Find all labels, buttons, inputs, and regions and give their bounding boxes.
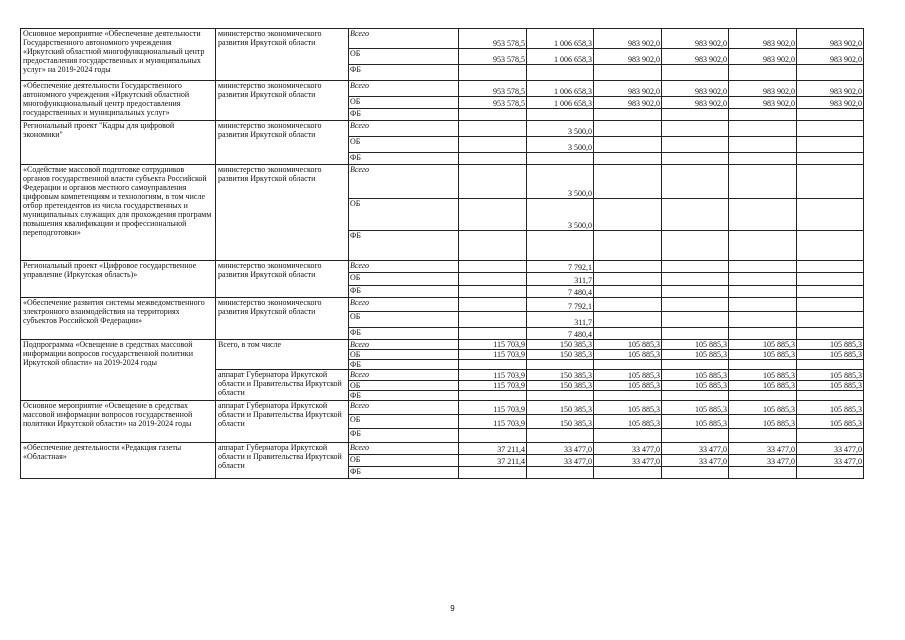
value-cell [662,137,729,153]
value-cell: 105 885,3 [729,415,797,429]
value-cell [459,360,527,370]
executor-cell: аппарат Губернатора Иркутской области и Правительства Иркутской области [216,401,349,443]
executor-cell: министерство экономического развития Иркутской области [216,81,349,121]
source-cell: ОБ [349,312,459,328]
value-cell: 105 885,3 [729,340,797,350]
value-cell [459,165,527,199]
value-cell [662,109,729,121]
value-cell: 33 477,0 [662,443,729,455]
value-cell [662,298,729,312]
value-cell: 105 885,3 [594,401,662,415]
source-cell: Всего [349,340,459,350]
value-cell: 3 500,0 [527,137,594,153]
value-cell [662,312,729,328]
value-cell [459,328,527,340]
value-cell: 105 885,3 [594,350,662,360]
measure-name: «Обеспечение развития системы межведомственного электронного взаимодействия на территориях субъектов Российской Федерации» [21,298,216,340]
value-cell [527,65,594,81]
value-cell: 105 885,3 [662,350,729,360]
value-cell [662,286,729,298]
value-cell: 983 902,0 [797,97,864,109]
value-cell: 105 885,3 [797,340,864,350]
value-cell: 7 792,1 [527,261,594,273]
value-cell [797,231,864,261]
value-cell: 105 885,3 [729,350,797,360]
value-cell [729,273,797,286]
value-cell [797,273,864,286]
value-cell: 105 885,3 [729,401,797,415]
value-cell: 7 792,1 [527,298,594,312]
source-cell: ОБ [349,455,459,467]
value-cell [729,165,797,199]
value-cell [797,467,864,479]
value-cell [797,109,864,121]
value-cell: 33 477,0 [527,443,594,455]
value-cell [662,121,729,137]
executor-cell: министерство экономического развития Иркутской области [216,261,349,298]
value-cell [594,165,662,199]
budget-table [20,28,864,479]
value-cell: 953 578,5 [459,49,527,65]
value-cell [459,109,527,121]
value-cell [729,286,797,298]
value-cell [662,165,729,199]
value-cell [797,328,864,340]
value-cell: 7 480,4 [527,286,594,298]
value-cell: 953 578,5 [459,29,527,49]
value-cell: 105 885,3 [662,381,729,391]
value-cell [729,153,797,165]
value-cell: 105 885,3 [729,370,797,381]
source-cell: ФБ [349,391,459,401]
value-cell [459,286,527,298]
value-cell [594,298,662,312]
value-cell: 105 885,3 [797,415,864,429]
value-cell: 3 500,0 [527,121,594,137]
value-cell [662,273,729,286]
value-cell: 983 902,0 [662,29,729,49]
value-cell: 105 885,3 [662,370,729,381]
value-cell [662,199,729,231]
value-cell: 105 885,3 [797,381,864,391]
value-cell: 33 477,0 [797,443,864,455]
value-cell [662,467,729,479]
value-cell: 983 902,0 [797,81,864,97]
measure-name: Подпрограмма «Освещение в средствах массовой информации вопросов государственной политики Иркутской области» на 2019-2024 годы [21,340,216,401]
value-cell: 105 885,3 [594,381,662,391]
value-cell [729,360,797,370]
value-cell: 105 885,3 [594,370,662,381]
value-cell [729,231,797,261]
value-cell: 983 902,0 [729,29,797,49]
value-cell: 1 006 658,3 [527,49,594,65]
source-cell: Всего [349,121,459,137]
source-cell: ОБ [349,350,459,360]
value-cell [459,298,527,312]
source-cell: Всего [349,370,459,381]
value-cell [662,429,729,443]
value-cell [729,109,797,121]
value-cell [662,261,729,273]
value-cell: 115 703,9 [459,415,527,429]
value-cell [594,121,662,137]
source-cell: Всего [349,81,459,97]
value-cell [797,286,864,298]
value-cell: 105 885,3 [797,350,864,360]
value-cell [662,153,729,165]
value-cell [594,273,662,286]
value-cell: 1 006 658,3 [527,97,594,109]
value-cell [662,65,729,81]
value-cell [459,153,527,165]
source-cell: Всего [349,298,459,312]
executor-cell: аппарат Губернатора Иркутской области и Правительства Иркутской области [216,370,349,401]
value-cell: 37 211,4 [459,443,527,455]
value-cell: 33 477,0 [797,455,864,467]
value-cell [594,360,662,370]
value-cell: 150 385,3 [527,381,594,391]
value-cell: 105 885,3 [797,370,864,381]
value-cell [729,137,797,153]
value-cell: 983 902,0 [797,49,864,65]
value-cell [729,298,797,312]
value-cell [797,65,864,81]
value-cell: 115 703,9 [459,401,527,415]
source-cell: Всего [349,165,459,199]
source-cell: ОБ [349,199,459,231]
value-cell [594,328,662,340]
value-cell: 1 006 658,3 [527,29,594,49]
value-cell [459,312,527,328]
value-cell: 150 385,3 [527,401,594,415]
value-cell: 983 902,0 [729,49,797,65]
value-cell [459,137,527,153]
value-cell [729,199,797,231]
value-cell [797,391,864,401]
source-cell: ОБ [349,381,459,391]
value-cell: 115 703,9 [459,350,527,360]
value-cell [729,65,797,81]
value-cell [797,261,864,273]
table-row [21,29,864,49]
value-cell [459,261,527,273]
table-row [21,340,864,350]
value-cell: 983 902,0 [594,29,662,49]
measure-name: Основное мероприятие «Обеспечение деятельности Государственного автономного учреждения «Иркутский областной многофункциональный центр предоставления государственных и муниципальных услуг» на 2019-2024 годы [21,29,216,81]
source-cell: ФБ [349,360,459,370]
value-cell: 983 902,0 [729,81,797,97]
table-row [21,81,864,97]
value-cell [594,153,662,165]
value-cell [527,391,594,401]
value-cell: 37 211,4 [459,455,527,467]
value-cell: 115 703,9 [459,381,527,391]
source-cell: Всего [349,401,459,415]
value-cell: 7 480,4 [527,328,594,340]
source-cell: ФБ [349,467,459,479]
measure-name: «Обеспечение деятельности «Редакция газеты «Областная» [21,443,216,479]
value-cell [594,109,662,121]
value-cell [594,467,662,479]
value-cell [729,391,797,401]
value-cell [459,467,527,479]
value-cell: 983 902,0 [662,81,729,97]
value-cell [729,328,797,340]
value-cell: 105 885,3 [662,401,729,415]
page-number: 9 [450,604,455,613]
value-cell [594,65,662,81]
value-cell [527,360,594,370]
measure-name: Основное мероприятие «Освещение в средствах массовой информации вопросов государственной политики Иркутской области» на 2019-2024 годы [21,401,216,443]
value-cell [797,153,864,165]
value-cell: 105 885,3 [662,415,729,429]
value-cell [459,65,527,81]
value-cell [459,273,527,286]
executor-cell: министерство экономического развития Иркутской области [216,121,349,165]
value-cell [594,137,662,153]
value-cell [527,153,594,165]
value-cell [459,121,527,137]
executor-cell: министерство экономического развития Иркутской области [216,298,349,340]
value-cell: 3 500,0 [527,199,594,231]
value-cell [662,391,729,401]
value-cell: 983 902,0 [662,97,729,109]
value-cell: 105 885,3 [797,401,864,415]
table-row [21,165,864,199]
value-cell: 33 477,0 [594,455,662,467]
source-cell: ФБ [349,429,459,443]
value-cell [797,165,864,199]
value-cell [594,429,662,443]
value-cell: 150 385,3 [527,350,594,360]
value-cell [527,467,594,479]
value-cell [527,429,594,443]
source-cell: ФБ [349,109,459,121]
value-cell [729,121,797,137]
source-cell: Всего [349,443,459,455]
value-cell [729,312,797,328]
value-cell: 983 902,0 [594,81,662,97]
value-cell: 105 885,3 [594,415,662,429]
value-cell [729,429,797,443]
value-cell [527,231,594,261]
source-cell: Всего [349,29,459,49]
value-cell [797,312,864,328]
value-cell: 953 578,5 [459,81,527,97]
value-cell [594,199,662,231]
value-cell: 33 477,0 [662,455,729,467]
source-cell: ФБ [349,286,459,298]
executor-cell: министерство экономического развития Иркутской области [216,165,349,261]
value-cell [797,429,864,443]
value-cell [459,231,527,261]
source-cell: ФБ [349,153,459,165]
table-row [21,261,864,273]
source-cell: Всего [349,261,459,273]
value-cell [459,429,527,443]
value-cell: 983 902,0 [729,97,797,109]
value-cell [459,199,527,231]
value-cell: 983 902,0 [594,49,662,65]
measure-name: «Содействие массовой подготовке сотрудников органов государственной власти субъекта Российской Федерации и органов местного самоуправления цифровым компетенциям и технологиям, в том числе отбор претендентов из числа государственных и муниципальных служащих для прохождения программ повышения квалификации и профессиональной переподготовки» [21,165,216,261]
executor-cell: министерство экономического развития Иркутской области [216,29,349,81]
source-cell: ОБ [349,415,459,429]
value-cell: 115 703,9 [459,370,527,381]
value-cell [797,360,864,370]
value-cell: 150 385,3 [527,340,594,350]
value-cell [527,109,594,121]
value-cell [662,360,729,370]
value-cell: 33 477,0 [594,443,662,455]
value-cell: 150 385,3 [527,370,594,381]
value-cell: 105 885,3 [729,381,797,391]
executor-cell: Всего, в том числе [216,340,349,370]
value-cell: 33 477,0 [527,455,594,467]
value-cell [594,231,662,261]
value-cell: 953 578,5 [459,97,527,109]
source-cell: ФБ [349,328,459,340]
measure-name: Региональный проект «Цифровое государственное управление (Иркутская область)» [21,261,216,298]
source-cell: ОБ [349,273,459,286]
value-cell: 311,7 [527,312,594,328]
value-cell: 983 902,0 [662,49,729,65]
value-cell: 3 500,0 [527,165,594,199]
value-cell: 311,7 [527,273,594,286]
source-cell: ОБ [349,97,459,109]
value-cell: 1 006 658,3 [527,81,594,97]
value-cell: 105 885,3 [662,340,729,350]
source-cell: ФБ [349,231,459,261]
value-cell [797,298,864,312]
value-cell [729,467,797,479]
value-cell: 983 902,0 [594,97,662,109]
source-cell: ОБ [349,137,459,153]
source-cell: ОБ [349,49,459,65]
value-cell: 983 902,0 [797,29,864,49]
value-cell: 105 885,3 [594,340,662,350]
value-cell: 150 385,3 [527,415,594,429]
value-cell [594,312,662,328]
value-cell: 115 703,9 [459,340,527,350]
value-cell [662,328,729,340]
value-cell [594,261,662,273]
value-cell [594,286,662,298]
measure-name: «Обеспечение деятельности Государственного автономного учреждения «Иркутский областной многофункциональный центр предоставления государственных и муниципальных услуг» [21,81,216,121]
measure-name: Региональный проект "Кадры для цифровой экономики" [21,121,216,165]
value-cell: 33 477,0 [729,443,797,455]
value-cell [662,231,729,261]
value-cell [729,261,797,273]
value-cell [594,391,662,401]
source-cell: ФБ [349,65,459,81]
value-cell [797,121,864,137]
table-row [21,121,864,137]
value-cell: 33 477,0 [729,455,797,467]
table-row [21,401,864,415]
executor-cell: аппарат Губернатора Иркутской области и Правительства Иркутской области [216,443,349,479]
value-cell [459,391,527,401]
table-row [21,443,864,455]
value-cell [797,199,864,231]
value-cell [797,137,864,153]
table-row [21,298,864,312]
